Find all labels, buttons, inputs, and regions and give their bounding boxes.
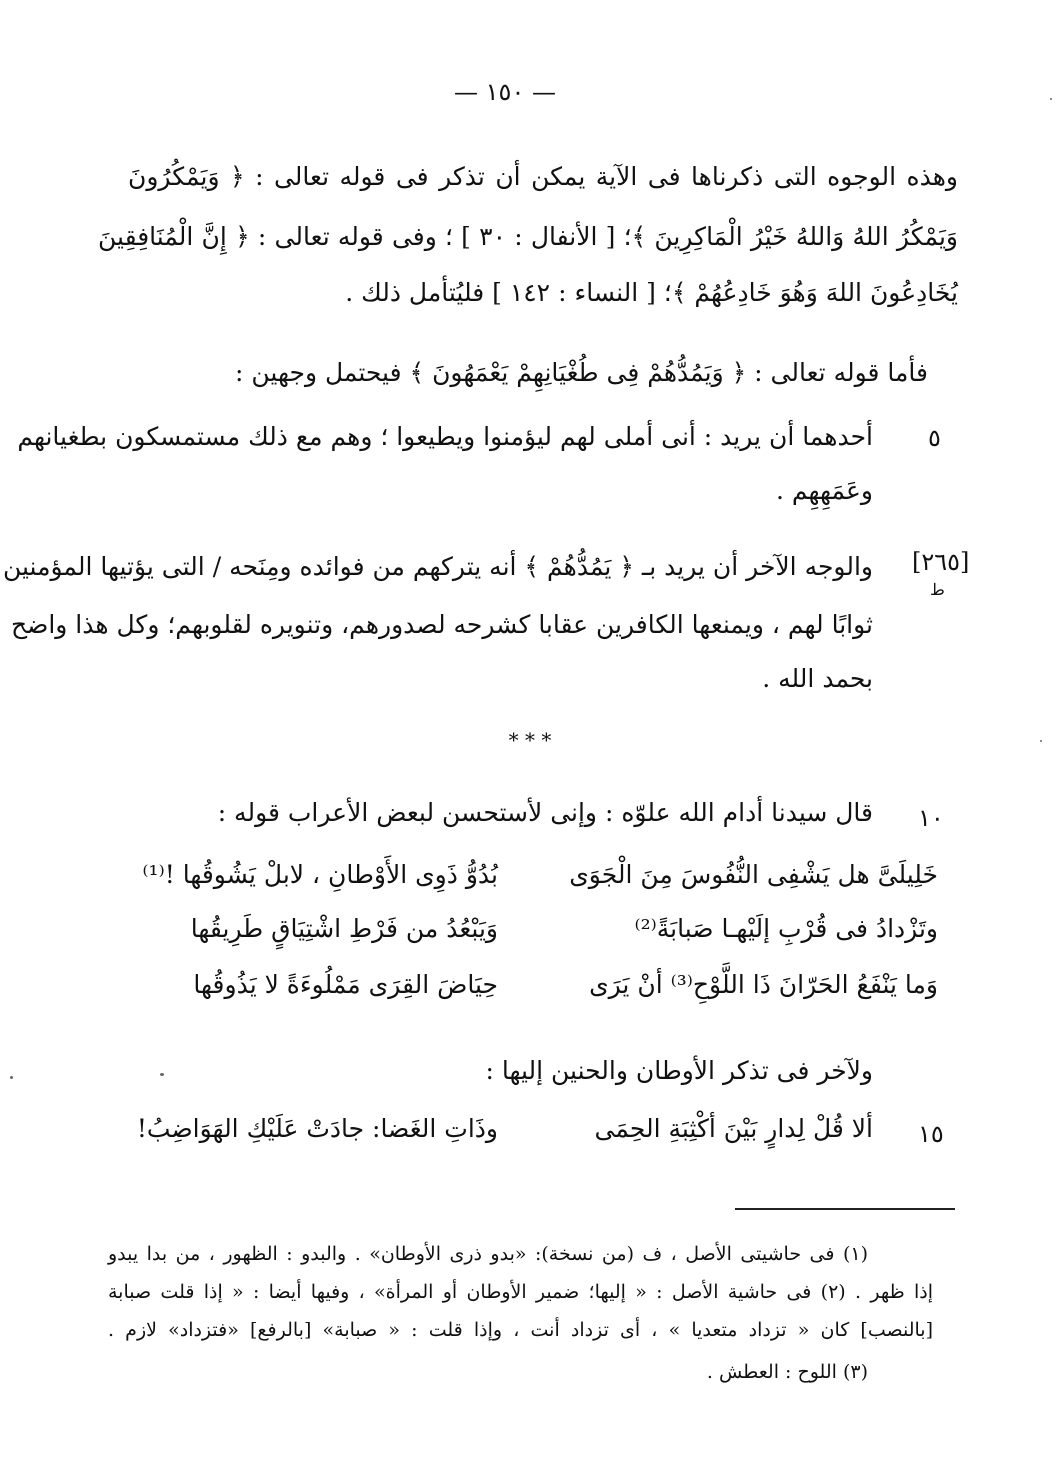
verse-second-hemistich: وذَاتِ الغَضا: جادَتْ عَلَيْكِ الهَوَاضِبُ! bbox=[136, 1114, 498, 1143]
verse-second-hemistich: وَيَبْعُدُ من فَرْطِ اشْتِيَاقٍ طَرِيقُها bbox=[190, 914, 498, 943]
verse-first-hemistich: وتَزْدادُ فى قُرْبِ إلَيْهـا صَبابَةً⁽²⁾ bbox=[634, 914, 938, 943]
paragraph-line: وهذه الوجوه التى ذكرناها فى الآية يمكن أن تذكر فى قوله تعالى : ﴿ وَيَمْكُرُونَ bbox=[128, 162, 958, 191]
paragraph-line: أحدهما أن يريد : أنى أملى لهم ليؤمنوا ويطيعوا ؛ وهم مع ذلك مستمسكون بطغيانهم bbox=[17, 422, 873, 451]
paragraph-line: وعَمَهِهِم . bbox=[775, 476, 873, 505]
scan-speck bbox=[1050, 98, 1052, 100]
page-number: — ١٥٠ — bbox=[454, 78, 556, 106]
paragraph-line: والوجه الآخر أن يريد بـ ﴿ يَمُدُّهُمْ ﴾ أنه يتركهم من فوائده ومِنَحه / التى يؤتيها المؤمنين bbox=[2, 552, 873, 581]
scan-speck bbox=[160, 1073, 164, 1076]
footnote-line: إذا ظهر . (٢) فى حاشية الأصل : « إليها؛ ضمير الأوطان أو المرأة» ، وفيها أيضا : « إذا قلت صبابة bbox=[108, 1281, 934, 1303]
line-number: ١٥ bbox=[918, 1120, 944, 1148]
paragraph-line: فأما قوله تعالى : ﴿ وَيَمُدُّهُمْ فِى طُغْيَانِهِمْ يَعْمَهُونَ ﴾ فيحتمل وجهين : bbox=[235, 358, 928, 387]
paragraph-line: بحمد الله . bbox=[762, 664, 873, 693]
verse-first-hemistich: ألا قُلْ لِدارٍ بَيْنَ أكْثِبَةِ الحِمَى bbox=[594, 1114, 873, 1143]
verse-first-hemistich: خَلِيلَىَّ هل يَشْفِى النُّفُوسَ مِنَ الْجَوَى bbox=[569, 860, 938, 889]
verse-first-hemistich: وَما يَنْفَعُ الحَرّانَ ذَا اللَّوْحِ⁽³⁾ أنْ يَرَى bbox=[589, 970, 938, 999]
verse-second-hemistich: بُدُوُّ ذَوِى الأَوْطانِ ، لابلْ يَشُوقُها !⁽¹⁾ bbox=[142, 860, 498, 889]
footnote-line: (١) فى حاشيتى الأصل ، ف (من نسخة): «بدو ذرى الأوطان» . والبدو : الظهور ، من بدا يبدو bbox=[108, 1243, 868, 1265]
footnote-divider bbox=[735, 1208, 955, 1210]
paragraph-line: وَيَمْكُرُ اللهُ وَاللهُ خَيْرُ الْمَاكِرِينَ ﴾؛ [ الأنفال : ٣٠ ] ؛ وفى قوله تعالى : ﴿ إِنَّ الْمُنَافِقِينَ bbox=[98, 222, 958, 251]
margin-page-marker: [٢٦٥] bbox=[912, 548, 970, 576]
paragraph-line: يُخَادِعُونَ اللهَ وَهُوَ خَادِعُهُمْ ﴾؛ [ النساء : ١٤٢ ] فليُتأمل ذلك . bbox=[345, 278, 958, 307]
verse-second-hemistich: حِيَاضَ القِرَى مَمْلُوءَةً لا يَذُوقُها bbox=[193, 970, 498, 999]
scan-speck bbox=[1040, 740, 1042, 742]
line-number: ٥ bbox=[928, 424, 941, 452]
section-separator: * * * bbox=[508, 728, 552, 752]
footnote-line: (٣) اللوح : العطش . bbox=[706, 1361, 868, 1383]
margin-letter: ط bbox=[930, 580, 945, 599]
scan-speck bbox=[10, 1076, 13, 1079]
paragraph-line: ولآخر فى تذكر الأوطان والحنين إليها : bbox=[485, 1056, 873, 1085]
footnote-line: [بالنصب] كان « تزداد متعديا » ، أى تزداد أنت ، وإذا قلت : « صبابة» [بالرفع] «فتزداد» لازم . bbox=[108, 1319, 933, 1341]
paragraph-line: ثوابًا لهم ، ويمنعها الكافرين عقابا كشرحه لصدورهم، وتنويره لقلوبهم؛ وكل هذا واضح bbox=[10, 610, 873, 639]
line-number: ١٠ bbox=[918, 804, 944, 832]
paragraph-line: قال سيدنا أدام الله علوّه : وإنى لأستحسن لبعض الأعراب قوله : bbox=[217, 798, 873, 827]
